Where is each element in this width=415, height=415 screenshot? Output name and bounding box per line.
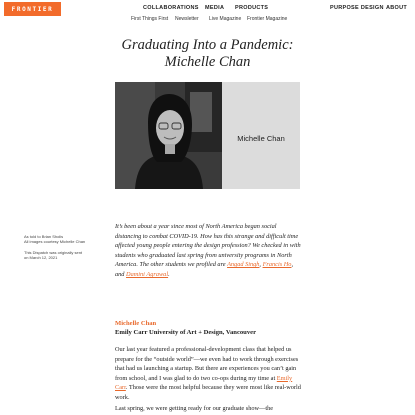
article-intro bbox=[115, 222, 301, 280]
intro-separator: , and bbox=[115, 261, 294, 278]
page-title bbox=[0, 37, 415, 71]
body-paragraph bbox=[115, 404, 301, 414]
hero-caption: Michelle Chan bbox=[237, 134, 285, 143]
subnav-first-things-first[interactable]: First Things First bbox=[131, 16, 169, 22]
nav-media[interactable]: MEDIA bbox=[205, 5, 225, 11]
link-francis-ho[interactable]: Francis Ho bbox=[262, 261, 292, 269]
link-angad-singh[interactable]: Angad Singh bbox=[227, 261, 260, 269]
link-emily-carr[interactable]: Emily Carr bbox=[115, 374, 293, 392]
article-credits bbox=[24, 234, 104, 244]
nav-purpose-design[interactable]: PURPOSE DESIGN bbox=[330, 5, 384, 11]
link-damini-agrawal[interactable]: Damini Agrawal bbox=[126, 270, 169, 278]
intro-text: It’s been about a year since most of North America began social distancing to combat COVID-19. How has this strange and difficult time affected young people entering the design profession? We checked in with students who graduated last spring from university programs in North America. The other students we profiled are bbox=[115, 223, 301, 269]
nav-products[interactable]: PRODUCTS bbox=[235, 5, 269, 11]
hero-photo bbox=[115, 82, 222, 189]
dispatch-note-line-2: on March 12, 2021 bbox=[24, 255, 58, 261]
dispatch-note-line-1: This Dispatch was originally sent bbox=[24, 250, 83, 255]
images-credit: All images courtesy Michelle Chan bbox=[24, 239, 86, 245]
profile-school: Emily Carr University of Art + Design, Vancouver bbox=[115, 329, 256, 336]
frontier-logo[interactable]: FRONTIER bbox=[4, 2, 61, 16]
told-to-credit: As told to Brian Sholis bbox=[24, 234, 64, 239]
subnav-live-magazine[interactable]: Live Magazine bbox=[209, 16, 242, 22]
profile-name: Michelle Chan bbox=[115, 320, 157, 327]
hero-caption-panel bbox=[222, 82, 300, 189]
nav-collaborations[interactable]: COLLABORATIONS bbox=[143, 5, 199, 11]
intro-end: . bbox=[168, 270, 170, 278]
intro-separator: , bbox=[259, 261, 263, 269]
subnav-frontier-magazine[interactable]: Frontier Magazine bbox=[247, 16, 288, 22]
portrait-illustration bbox=[115, 82, 222, 189]
nav-about[interactable]: ABOUT bbox=[386, 5, 408, 11]
dispatch-note bbox=[24, 250, 104, 260]
paragraph-text: Last spring, we were getting ready for our graduate show—the bbox=[115, 405, 274, 412]
page-title-line-2: Michelle Chan bbox=[164, 54, 251, 70]
paragraph-text: Our last year featured a professional-development class that helped us prepare for the “outside world”—we even had to work through exercises that had us launching a startup. But there are experiences you can’t gain from school, and I was glad to do two co-ops during my time at bbox=[115, 346, 299, 382]
paragraph-text: . Those were the most helpful because they were most like real-world work. bbox=[115, 384, 301, 401]
subnav-newsletter[interactable]: Newsletter bbox=[175, 16, 199, 22]
body-paragraph bbox=[115, 345, 301, 403]
page-title-line-1: Graduating Into a Pandemic: bbox=[121, 37, 294, 53]
